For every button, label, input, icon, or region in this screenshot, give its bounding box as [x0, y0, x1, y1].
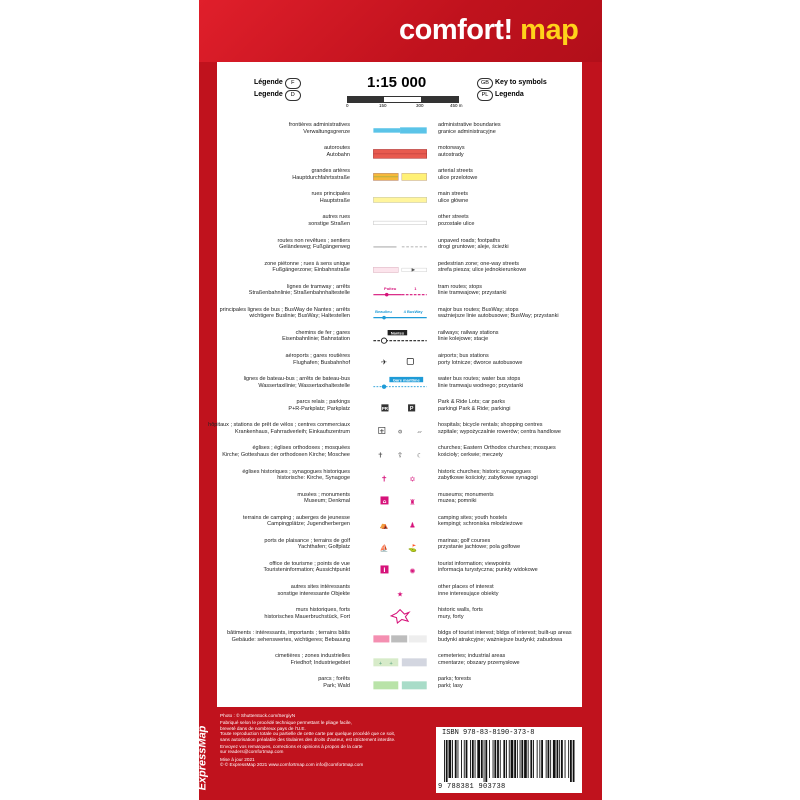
legend-fr: chemins de fer ; gares [295, 329, 350, 336]
legend-label-fr-de [288, 399, 350, 412]
legend-fr: parcs ; forêts [318, 676, 350, 683]
legend-pl: porty lotnicze; dworce autobusowe [438, 359, 523, 366]
legend-fr: routes non revêtues ; sentiers [277, 237, 350, 244]
fr-code: F [285, 78, 301, 89]
legend-en: Park & Ride Lots; car parks [438, 399, 505, 406]
legend-en: historic walls, forts [438, 607, 483, 614]
legend-fr: lignes de tramway ; arrêts [287, 283, 350, 290]
legend-pl: strefa piesza; ulice jednokierunkowe [438, 267, 527, 274]
legend-fr: cimetières ; zones industrielles [275, 653, 350, 660]
waterbus-symbol-icon [368, 376, 433, 392]
legend-label-en-pl [438, 122, 501, 135]
legend-de: Verwaltungsgrenze [303, 128, 350, 135]
p-label: P [409, 406, 414, 413]
fr-label: Légende [254, 79, 283, 86]
legend-fr: grandes artères [311, 168, 350, 175]
tram-stop-label: Poiteu [384, 285, 397, 291]
legend-pl: budynki atrakcyjne; ważniejsze budynki; zabudowa [438, 636, 563, 643]
legend-fr: églises ; églises orthodoxes ; mosquées [252, 445, 350, 452]
legend-label-fr-de [249, 284, 350, 297]
legend-symbol [368, 653, 433, 667]
legend-fr: bâtiments : intéressants, importants ; terrains bâtis [227, 630, 350, 637]
legend-label-en-pl [438, 145, 465, 158]
legend-symbol [368, 422, 433, 436]
svg-text:✝: ✝ [377, 450, 384, 460]
legend-label-fr-de [243, 515, 350, 528]
legend-label-en-pl [438, 630, 572, 643]
legend-pl: cmentarze; obszary przemysłowe [438, 659, 520, 666]
legend-fr: autres sites intéressants [290, 584, 350, 590]
hchurch-symbol-icon [368, 469, 433, 485]
marina-symbol-icon [368, 538, 433, 554]
legend-de: Wassertaxilinie; Wassertaxihaltestelle [258, 382, 350, 389]
legend-en: pedestrian zone; one-way streets [438, 260, 520, 267]
legend-de: Hauptstraße [319, 197, 350, 204]
legend-label-en-pl [438, 376, 523, 389]
legend-en: administrative boundaries [438, 122, 501, 128]
brand-logo [399, 14, 578, 47]
tram-symbol-icon [368, 284, 433, 300]
legend-label-en-pl [438, 676, 471, 689]
svg-text:⚙: ⚙ [397, 429, 403, 436]
pl-code: PL [477, 90, 493, 101]
legend-label-fr-de [264, 261, 350, 274]
credit-line: Mise à jour 2021 [220, 756, 255, 762]
legend-fr: parcs relais ; parkings [296, 399, 350, 406]
scale-tick: 150 [379, 103, 387, 108]
legend-label-en-pl [438, 653, 520, 666]
legend-label-fr-de [263, 561, 350, 574]
legend-symbol [368, 145, 433, 159]
rail-symbol-icon [368, 330, 433, 346]
tram-line-label: 1 [414, 285, 417, 291]
legend-fr: frontières administratives [288, 122, 350, 128]
legend-de: wichtigere Buslinie; BusWay; Haltestellen [249, 313, 350, 320]
credit-line: sans autorisation préalable des titulaires des droits d'auteur, est strictement interdite. [220, 736, 396, 742]
legend-label-fr-de [227, 630, 350, 643]
legend-de: Friedhof; Industriegebiet [290, 659, 350, 666]
scale-tick: 0 [346, 103, 349, 108]
bus-stop-label: Beaulieu [375, 309, 392, 315]
legend-en: airports; bus stations [438, 353, 489, 359]
legend-label-fr-de [289, 122, 350, 135]
legend-fr: principales lignes de bus ; BusWay de Nantes ; arrêts [219, 306, 350, 313]
svg-text:⛳: ⛳ [408, 543, 417, 553]
map-cover [196, 0, 602, 800]
legend-en: churches; Eastern Orthodox churches; mosques [438, 445, 556, 452]
legend-de: Straßenbahnlinie; Straßenbahnhaltestelle [248, 290, 350, 297]
legend-de: Autobahn [326, 151, 350, 158]
credits [220, 713, 440, 768]
credit-line: sur readers@comfortmap.com [220, 749, 284, 755]
legend-label-en-pl [438, 584, 499, 597]
legend-label-fr-de [222, 445, 350, 458]
legend-label-fr-de [264, 607, 350, 620]
legend-pl: inne interesujące obiekty [438, 590, 499, 597]
legend-label-fr-de [318, 676, 350, 689]
legend-pl: przystanie jachtowe; pola golfowe [438, 544, 521, 551]
legend-de: Gebäude: sehenswertes, wichtigeres; Bebauung [231, 636, 350, 643]
legend-symbol [368, 376, 433, 390]
legend-en: historic churches; historic synagogues [438, 468, 531, 475]
gb-code: GB [477, 78, 493, 89]
legend-symbol [368, 445, 433, 459]
legend-title-gb [475, 78, 547, 89]
svg-text:i: i [383, 567, 386, 575]
scale-tick: 300 [416, 103, 424, 108]
legend-symbol [368, 284, 433, 298]
pedestrian-symbol-icon [368, 261, 433, 277]
legend-de: historische: Kirche, Synagoge [277, 475, 350, 481]
legend-fr: terrains de camping ; auberges de jeunesse [242, 514, 350, 521]
legend-symbol [368, 330, 433, 344]
legend-fr: aéroports ; gares routières [285, 353, 350, 359]
legend-label-fr-de [324, 145, 350, 158]
legend-label-fr-de [208, 422, 350, 435]
legend-de: Campingplätze; Jugendherbergen [267, 521, 350, 528]
legend-pl: granice administracyjne [438, 128, 496, 135]
legend-de: Hauptdurchfahrtsstraße [292, 174, 350, 181]
legend-symbol [368, 261, 433, 275]
legend-label-en-pl [438, 469, 538, 482]
svg-text:♜: ♜ [409, 497, 416, 507]
legend-de: Kirche; Gotteshaus der orthodoxen Kirche; Moschee [222, 451, 350, 458]
info-symbol-icon [368, 561, 433, 577]
legend-en: other streets [438, 214, 469, 221]
legend-en: hospitals; bicycle rentals; shopping centres [438, 422, 543, 429]
legend-pl: linie tramwajowe; przystanki [438, 290, 507, 297]
pr-label: PR [381, 406, 389, 412]
legend-label-en-pl [438, 353, 522, 366]
legend-pl: parkingi Park & Ride; parkingi [438, 405, 511, 412]
airport-symbol-icon [368, 353, 433, 369]
legend-de: Touristeninformation; Aussichtpunkt [263, 567, 350, 574]
legend-pl: muzea; pomniki [438, 498, 477, 505]
legend-label-en-pl [438, 238, 509, 251]
legend-label-fr-de [264, 538, 350, 551]
legend-en: unpaved roads; footpaths [438, 237, 501, 244]
svg-text:▱: ▱ [417, 429, 422, 436]
barcode-number: 9 788381 903738 [438, 783, 506, 791]
svg-text:✈: ✈ [381, 357, 388, 367]
legend-pl: mury, forty [438, 613, 464, 620]
legend-en: major bus routes; BusWay; stops [438, 306, 519, 313]
scale-tick: 450 m [450, 103, 463, 108]
legend-pl: autostrady [438, 151, 464, 158]
parking-symbol-icon [368, 399, 433, 415]
cemetery-symbol-icon [368, 653, 433, 669]
legend-symbol [368, 538, 433, 552]
legend-title-pl [475, 90, 524, 101]
legend-en: museums; monuments [438, 491, 494, 498]
legend-de: P+R-Parkplatz; Parkplatz [288, 405, 350, 412]
legend-label-fr-de [311, 191, 350, 204]
svg-text:⌂: ⌂ [382, 498, 387, 505]
legend-pl: linie kolejowe; stacje [438, 336, 489, 343]
legend-fr: hôpitaux ; stations de prêt de vélos ; centres commerciaux [208, 422, 350, 429]
legend-fr: musées ; monuments [297, 491, 350, 498]
legend-de: Museum; Denkmal [304, 498, 350, 505]
de-label: Legende [254, 91, 283, 98]
legend-de: historisches Mauerbruchstück, Fort [264, 613, 350, 620]
legend-pl: parki; lasy [438, 682, 463, 689]
legend-pl: szpitale; wypożyczalnie rowerów; centra handlowe [438, 428, 561, 435]
legend-symbol [368, 168, 433, 182]
legend-symbol [368, 515, 433, 529]
legend-label-en-pl [438, 284, 506, 297]
gb-label: Key to symbols [495, 79, 547, 86]
legend-en: cemeteries; industrial areas [438, 653, 506, 660]
legend-en: tourist information; viewpoints [438, 560, 511, 567]
park-symbol-icon [368, 676, 433, 692]
legend-en: tram routes; stops [438, 283, 483, 290]
legend-symbol [368, 307, 433, 321]
legend-en: railways; railway stations [438, 329, 499, 336]
legend-label-fr-de [242, 469, 350, 482]
legend-label-fr-de [297, 492, 350, 505]
isbn-barcode [436, 727, 582, 793]
legend-label-en-pl [438, 168, 477, 181]
legend-en: other places of interest [438, 584, 494, 590]
legend-fr: autres rues [322, 214, 350, 221]
main-symbol-icon [368, 191, 433, 207]
legend-label-fr-de [308, 214, 350, 227]
svg-text:+: + [379, 428, 385, 436]
legend-fr: lignes de bateau-bus ; arrêts de bateau-bus [243, 376, 350, 383]
legend-de: Yachthafen; Golfplatz [297, 544, 350, 551]
legend-symbol [368, 399, 433, 413]
legend-en: parks; forests [438, 676, 472, 683]
legend-label-en-pl [438, 515, 523, 528]
legend-pl: linie tramwaju wodnego; przystanki [438, 382, 524, 389]
waterbus-stop-label: Gare maritime [392, 377, 420, 383]
legend-pl: drogi gruntowe; aleje, ścieżki [438, 244, 509, 250]
legend-en: arterial streets [438, 168, 473, 175]
legend-symbol [368, 214, 433, 228]
legend-panel [208, 62, 582, 707]
legend-label-fr-de [244, 376, 350, 389]
legend-symbol [368, 630, 433, 644]
legend-symbol [368, 238, 433, 252]
isbn-text: ISBN 978-83-8190-373-8 [442, 729, 535, 737]
legend-symbol [368, 676, 433, 690]
legend-label-fr-de [278, 584, 350, 597]
legend-de: Fußgängerzone; Einbahnstraße [272, 267, 350, 274]
legend-label-en-pl [438, 607, 483, 620]
legend-symbol [368, 584, 433, 598]
busway-label: 4 BusWay [403, 309, 423, 315]
legend-label-en-pl [438, 330, 499, 343]
legend-pl: ważniejsze linie autobusowe; BusWay; przystanki [438, 313, 559, 320]
svg-text:⛵: ⛵ [379, 543, 389, 553]
svg-text:☾: ☾ [416, 452, 423, 460]
legend-fr: autoroutes [324, 145, 350, 152]
legend-symbol [368, 607, 433, 621]
camping-symbol-icon [368, 515, 433, 531]
legend-fr: office de tourisme ; points de vue [269, 560, 350, 567]
svg-text:⛺: ⛺ [379, 520, 389, 530]
legend-title-fr [254, 78, 303, 89]
legend-symbol [368, 353, 433, 367]
legend-header [217, 74, 582, 116]
legend-pl: kempingi; schroniska młodzieżowe [438, 521, 523, 528]
star-symbol-icon [368, 584, 433, 600]
legend-de: Krankenhaus, Fahrradverleih; Einkaufszentrum [235, 428, 350, 435]
svg-text:+: + [378, 661, 383, 667]
legend-en: main streets [438, 191, 468, 198]
de-code: D [285, 90, 301, 101]
arterial-symbol-icon [368, 168, 433, 184]
legend-de: Flughafen; Busbahnhof [293, 359, 350, 366]
bus-symbol-icon [368, 307, 433, 323]
legend-fr: zone piétonne ; rues à sens unique [264, 260, 350, 267]
credit-line: Photo : © Shutterstock.com/SergiyN [220, 713, 296, 718]
legend-label-en-pl [438, 561, 538, 574]
legend-fr: ports de plaisance ; terrains de golf [264, 537, 350, 544]
legend-en: water bus routes; water bus stops [438, 376, 521, 383]
legend-symbol [368, 191, 433, 205]
legend-fr: églises historiques ; synagogues historiques [242, 468, 350, 475]
svg-text:✝: ✝ [380, 473, 388, 483]
other-symbol-icon [368, 214, 433, 230]
legend-title-de [254, 90, 303, 101]
legend-label-en-pl [438, 422, 561, 435]
pl-label: Legenda [495, 91, 524, 98]
buildings-symbol-icon [368, 630, 433, 646]
legend-label-fr-de [220, 307, 350, 320]
publisher-logo [196, 720, 216, 800]
svg-text:✺: ✺ [409, 566, 416, 576]
legend-fr: murs historiques, forts [295, 607, 350, 614]
brand-part1: comfort! [399, 14, 513, 46]
svg-text:+: + [389, 661, 394, 667]
station-label: Nantes [390, 330, 405, 336]
legend-label-en-pl [438, 399, 510, 412]
legend-label-fr-de [282, 330, 350, 343]
cover-header [199, 0, 602, 62]
svg-text:✡: ✡ [409, 473, 416, 483]
fort-symbol-icon [368, 607, 433, 623]
legend-de: Geländeweg; Fußgängerweg [279, 244, 350, 250]
legend-en: motorways [438, 145, 465, 152]
legend-label-en-pl [438, 191, 468, 204]
credit-line: Toute reproduction totale ou partielle de cette carte par quelque procédé que ce soit, [220, 731, 396, 737]
credit-line: Fabriqué selon le procédé technique permettant le pliage facile, [220, 720, 352, 726]
credit-line: Envoyez vos remarques, corrections et opinions à propos de la carte [220, 744, 363, 750]
legend-label-fr-de [292, 168, 350, 181]
hospital-symbol-icon [368, 422, 433, 438]
publisher-logo-text: ExpressMap [196, 725, 209, 791]
scale-bar [347, 96, 459, 103]
legend-pl: pozostałe ulice [438, 220, 475, 227]
legend-pl: informacja turystyczna; punkty widokowe [438, 567, 538, 574]
svg-text:★: ★ [396, 589, 404, 599]
legend-en: camping sites; youth hostels [438, 514, 508, 521]
legend-pl: kościoły; cerkwie; meczety [438, 451, 503, 458]
legend-label-en-pl [438, 214, 474, 227]
legend-label-fr-de [275, 653, 350, 666]
legend-label-fr-de [285, 353, 350, 366]
legend-fr: rues principales [311, 191, 350, 198]
legend-pl: ulice przelotowe [438, 174, 478, 181]
legend-en: marinas; golf courses [438, 537, 491, 544]
legend-label-en-pl [438, 261, 526, 274]
legend-symbol [368, 561, 433, 575]
legend-label-en-pl [438, 492, 494, 505]
svg-text:☦: ☦ [397, 450, 403, 460]
brand-part2: map [520, 14, 579, 46]
map-scale: 1:15 000 [367, 74, 427, 91]
legend-label-en-pl [438, 445, 556, 458]
unpaved-symbol-icon [368, 238, 433, 254]
legend-symbol [368, 122, 433, 136]
legend-pl: ulice główne [438, 197, 469, 204]
credit-line: © © ExpressMap 2021 www.comfortmap.com info@comfortmap.com [220, 762, 364, 768]
barcode-bars [442, 740, 576, 782]
boundary-symbol-icon [368, 122, 433, 138]
credit-line: breveté dans de nombreux pays de l'U.E. [220, 725, 306, 731]
legend-de: sonstige Straßen [308, 220, 350, 227]
legend-de: sonstige interessante Objekte [277, 590, 350, 597]
legend-en: bldgs of tourist interest; bldgs of interest; built-up areas [438, 630, 572, 637]
legend-de: Park; Wald [323, 682, 350, 689]
legend-pl: zabytkowe kościoły; zabytkowe synagogi [438, 475, 538, 481]
motorway-symbol-icon [368, 145, 433, 161]
legend-de: Eisenbahnlinie; Bahnstation [282, 336, 350, 343]
legend-symbol [368, 492, 433, 506]
legend-label-fr-de [278, 238, 350, 251]
legend-label-en-pl [438, 538, 520, 551]
legend-label-en-pl [438, 307, 559, 320]
legend-symbol [368, 469, 433, 483]
svg-text:♟: ♟ [409, 520, 416, 530]
museum-symbol-icon [368, 492, 433, 508]
church-symbol-icon [368, 445, 433, 461]
